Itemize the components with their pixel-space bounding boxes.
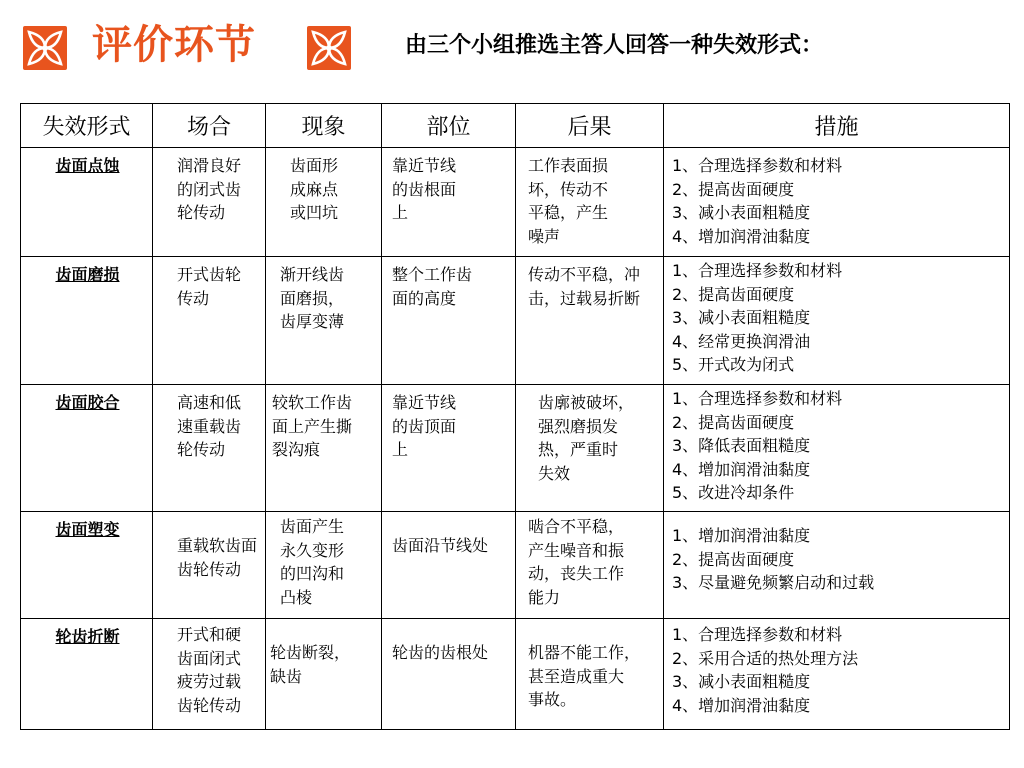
table-row [21,148,1010,257]
location-cell: 齿面沿节线处 [382,512,516,619]
decorative-flower-icon [307,26,351,70]
consequence-cell: 传动不平稳，冲 击，过载易折断 [516,257,664,385]
consequence-cell: 齿廓被破坏， 强烈磨损发 热，严重时 失效 [516,385,664,512]
failure-form-cell: 齿面胶合 [21,385,153,512]
consequence-cell: 工作表面损 坏，传动不 平稳，产生 噪声 [516,148,664,257]
measures-cell: 1、合理选择参数和材料 2、提高齿面硬度 3、降低表面粗糙度 4、增加润滑油黏度 5、改进冷却条件 [664,385,1010,512]
table-row [21,385,1010,512]
phenomenon-cell: 较软工作齿 面上产生撕 裂沟痕 [266,385,382,512]
phenomenon-cell: 齿面产生 永久变形 的凹沟和 凸棱 [266,512,382,619]
occasion-cell: 润滑良好 的闭式齿 轮传动 [153,148,266,257]
occasion-cell: 开式和硬 齿面闭式 疲劳过载 齿轮传动 [153,619,266,730]
phenomenon-cell: 轮齿断裂， 缺齿 [266,619,382,730]
location-cell: 靠近节线 的齿根面 上 [382,148,516,257]
phenomenon-cell: 齿面形 成麻点 或凹坑 [266,148,382,257]
table-row [21,257,1010,385]
occasion-cell: 开式齿轮 传动 [153,257,266,385]
location-cell: 轮齿的齿根处 [382,619,516,730]
failure-form-cell: 齿面塑变 [21,512,153,619]
consequence-cell: 机器不能工作， 甚至造成重大 事故。 [516,619,664,730]
measures-cell: 1、增加润滑油黏度 2、提高齿面硬度 3、尽量避免频繁启动和过载 [664,512,1010,619]
column-header-phenomenon: 现象 [266,104,382,148]
location-cell: 整个工作齿 面的高度 [382,257,516,385]
column-header-failure-form: 失效形式 [21,104,153,148]
location-cell: 靠近节线 的齿顶面 上 [382,385,516,512]
page-title: 评价环节 [92,22,256,68]
slide-header [0,0,1024,100]
column-header-measures: 措施 [664,104,1010,148]
decorative-flower-icon [23,26,67,70]
table-row [21,512,1010,619]
table-row [21,619,1010,730]
failure-form-cell: 齿面磨损 [21,257,153,385]
table-header-row [21,104,1010,148]
occasion-cell: 重载软齿面 齿轮传动 [153,512,266,619]
occasion-cell: 高速和低 速重载齿 轮传动 [153,385,266,512]
instruction-text: 由三个小组推选主答人回答一种失效形式： [405,33,824,58]
phenomenon-cell: 渐开线齿 面磨损， 齿厚变薄 [266,257,382,385]
measures-cell: 1、合理选择参数和材料 2、采用合适的热处理方法 3、减小表面粗糙度 4、增加润滑油黏度 [664,619,1010,730]
failure-form-cell: 齿面点蚀 [21,148,153,257]
column-header-consequence: 后果 [516,104,664,148]
consequence-cell: 啮合不平稳， 产生噪音和振 动，丧失工作 能力 [516,512,664,619]
column-header-location: 部位 [382,104,516,148]
failure-form-cell: 轮齿折断 [21,619,153,730]
column-header-occasion: 场合 [153,104,266,148]
measures-cell: 1、合理选择参数和材料 2、提高齿面硬度 3、减小表面粗糙度 4、增加润滑油黏度 [664,148,1010,257]
measures-cell: 1、合理选择参数和材料 2、提高齿面硬度 3、减小表面粗糙度 4、经常更换润滑油 5、开式改为闭式 [664,257,1010,385]
failure-forms-table [20,103,1010,730]
